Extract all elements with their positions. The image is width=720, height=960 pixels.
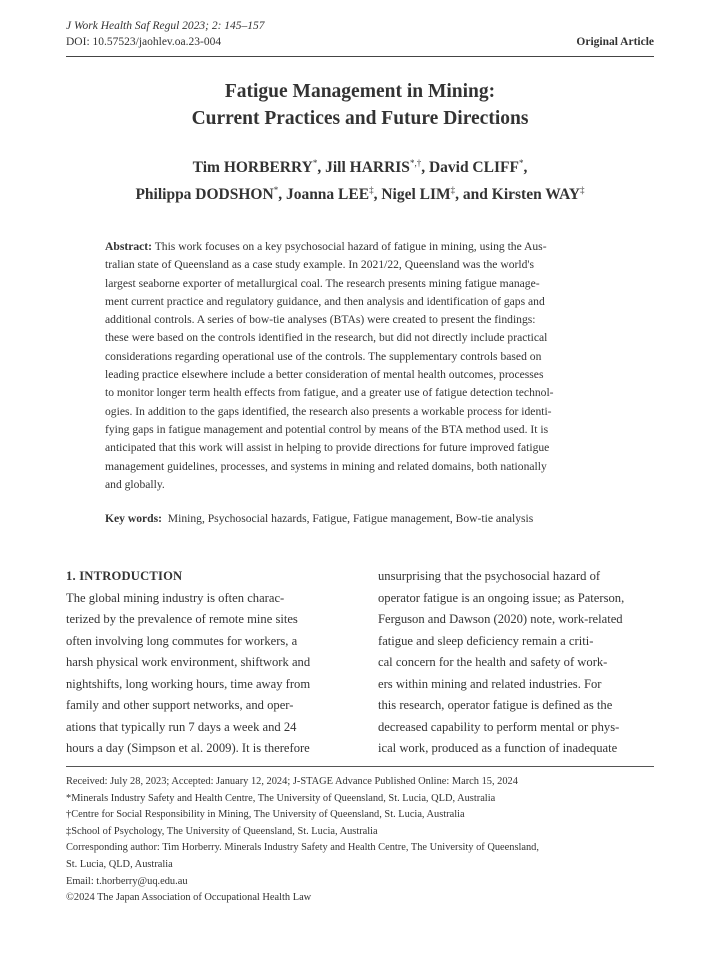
footnote-received: Received: July 28, 2023; Accepted: January 12, 2024; J-STAGE Advance Published Online: March 15, 2024 — [66, 776, 518, 787]
body-line: The global mining industry is often charac- — [66, 590, 285, 605]
body-line: terized by the prevalence of remote mine sites — [66, 612, 298, 626]
abstract-line: Abstract: This work focuses on a key psychosocial hazard of fatigue in mining, using the Aus- — [105, 240, 547, 253]
author-name: Jill HARRIS — [325, 159, 410, 177]
affiliation-mark: ‡ — [450, 185, 456, 196]
footnote-corresponding: St. Lucia, QLD, Australia — [66, 858, 173, 870]
abstract-label: Abstract: — [105, 240, 153, 253]
affiliation-mark: * — [273, 185, 279, 196]
abstract-line: leading practice elsewhere include a better consideration of mental health outcomes, processes — [105, 368, 544, 382]
author-name: David CLIFF — [428, 159, 519, 177]
abstract-line: to monitor longer term health effects from fatigue, and a greater use of fatigue detection technol- — [105, 386, 554, 400]
body-line: ical work, produced as a function of inadequate — [378, 741, 618, 755]
body-line: cal concern for the health and safety of work- — [378, 655, 608, 669]
affiliation-mark: *,† — [409, 158, 422, 168]
paper-title — [66, 78, 654, 132]
footnote-affiliation: *Minerals Industry Safety and Health Centre, The University of Queensland, St. Lucia, QLD, Australia — [66, 792, 496, 804]
author-name: Joanna LEE — [285, 186, 370, 204]
section-heading: 1. INTRODUCTION — [66, 569, 183, 583]
body-line: nightshifts, long working hours, time away from — [66, 676, 311, 691]
doi[interactable]: DOI: 10.57523/jaohlev.oa.23-004 — [66, 36, 222, 48]
abstract-line: considerations regarding operational use of the controls. The supplementary controls based on — [105, 349, 542, 363]
body-line: family and other support networks, and oper- — [66, 698, 294, 712]
footnotes — [66, 774, 660, 907]
keywords-label: Key words: — [105, 512, 162, 525]
body-line: decreased capability to perform mental or phys- — [378, 719, 620, 734]
title-line: Current Practices and Future Directions — [191, 108, 529, 129]
author-name: Tim HORBERRY — [192, 159, 313, 177]
author-name: Philippa DODSHON — [135, 186, 274, 204]
keywords — [105, 512, 615, 525]
abstract-line: largest seaborne exporter of metallurgical coal. The research presents mining fatigue manage- — [105, 276, 540, 290]
abstract-line: and globally. — [105, 477, 165, 491]
footnote-affiliation: †Centre for Social Responsibility in Mining, The University of Queensland, St. Lucia, Australia — [66, 809, 465, 821]
author-list — [66, 152, 654, 206]
abstract — [105, 238, 610, 494]
keywords-text: Mining, Psychosocial hazards, Fatigue, Fatigue management, Bow-tie analysis — [167, 512, 534, 525]
article-type: Original Article — [576, 36, 654, 48]
body-line: this research, operator fatigue is defined as the — [378, 698, 613, 712]
abstract-line: management guidelines, processes, and systems in mining and related domains, both nationally — [105, 459, 547, 473]
body-line: ers within mining and related industries. For — [378, 676, 602, 691]
body-line: operator fatigue is an ongoing issue; as Paterson, — [378, 590, 625, 605]
author-line: Tim HORBERRY*, Jill HARRIS*,†, David CLIFF*, — [192, 158, 528, 177]
footnote-affiliation: ‡School of Psychology, The University of Queensland, St. Lucia, Australia — [66, 825, 378, 837]
footnote-corresponding: Corresponding author: Tim Horberry. Minerals Industry Safety and Health Centre, The University of Queensland, — [66, 842, 539, 854]
abstract-line: anticipated that this work will assist in helping to provide directions for future improved fatigue — [105, 441, 550, 455]
affiliation-mark: * — [312, 158, 318, 168]
header-divider — [66, 56, 654, 57]
abstract-line: tralian state of Queensland as a case study example. In 2021/22, Queensland was the world's — [105, 258, 535, 272]
journal-reference: J Work Health Saf Regul 2023; 2: 145–157 — [66, 20, 265, 32]
affiliation-mark: * — [518, 158, 524, 168]
body-line: often involving long commutes for workers, a — [66, 633, 298, 648]
body-line: unsurprising that the psychosocial hazard of — [378, 569, 601, 583]
footnote-divider — [66, 766, 654, 767]
intro-column-right — [378, 566, 653, 760]
footnote-copyright: ©2024 The Japan Association of Occupational Health Law — [66, 892, 312, 904]
journal-header — [66, 18, 265, 50]
affiliation-mark: ‡ — [369, 185, 374, 196]
body-line: fatigue and sleep deficiency remain a criti- — [378, 633, 594, 648]
body-line: hours a day (Simpson et al. 2009). It is therefore — [66, 741, 310, 755]
title-line: Fatigue Management in Mining: — [224, 81, 496, 102]
author-line: Philippa DODSHON*, Joanna LEE‡, Nigel LIM‡, and Kirsten WAY‡ — [135, 185, 585, 204]
footnote-email[interactable]: Email: t.horberry@uq.edu.au — [66, 875, 188, 887]
author-name: and Kirsten WAY — [462, 186, 581, 204]
affiliation-mark: ‡ — [580, 185, 585, 196]
abstract-line: fying gaps in fatigue management and potential control by means of the BTA method used. It is — [105, 422, 549, 436]
author-name: Nigel LIM — [381, 186, 451, 204]
body-line: Ferguson and Dawson (2020) note, work-related — [378, 612, 623, 626]
abstract-line: ment current practice and regulatory guidance, and then analysis and identification of gaps and — [105, 294, 545, 308]
abstract-line: these were based on the controls identified in the research, but did not directly include practical — [105, 331, 548, 345]
intro-column-left — [66, 566, 341, 760]
body-line: ations that typically run 7 days a week and 24 — [66, 719, 297, 734]
body-line: harsh physical work environment, shiftwork and — [66, 655, 311, 669]
abstract-line: additional controls. A series of bow-tie analyses (BTAs) were created to present the findings: — [105, 313, 536, 327]
abstract-line: ogies. In addition to the gaps identified, the research also presents a workable process for identi- — [105, 404, 552, 418]
